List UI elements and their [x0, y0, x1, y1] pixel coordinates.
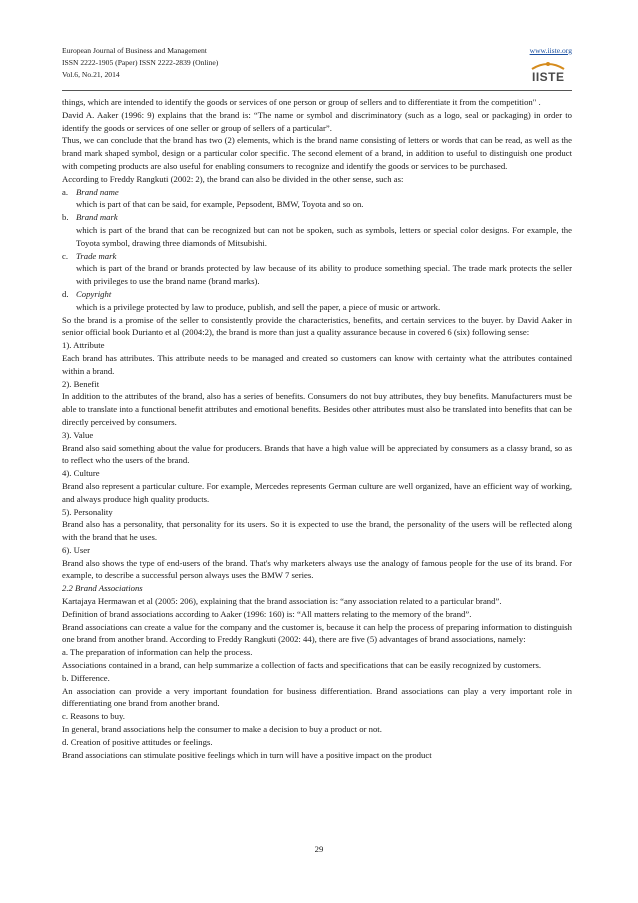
paragraph: Brand also represent a particular culture. For example, Mercedes represents German culture are well organized, have an efficient way of working, and always produce high quality products. — [62, 480, 572, 504]
list-item-heading — [62, 288, 572, 301]
paragraph: In addition to the attributes of the brand, also has a series of benefits. Consumers do not buy attributes, they buy benefits. Manufacturers must be able to translate into a functional benefit attributes and emotional benefits. Besides other attributes must also be translated into benefits that can be directly perceived by consumers. — [62, 391, 572, 427]
paragraph: In general, brand associations help the consumer to make a decision to buy a product or not. — [62, 724, 382, 735]
list-item-description: which is part of that can be said, for example, Pepsodent, BMW, Toyota and so on. — [76, 199, 364, 210]
list-item-title: Trade mark — [76, 250, 117, 261]
journal-name: European Journal of Business and Management — [62, 46, 207, 55]
paragraph: Brand associations can stimulate positive feelings which in turn will have a positive impact on the product — [62, 749, 432, 760]
paragraph: Brand associations can create a value for the company and the customer is, because it can help the process of preparing information to distinguish one brand from another brand. According to Freddy Rangkuti (2002: 44), there are five (5) advantages of brand associations, namely: — [62, 621, 572, 645]
iiste-logo — [526, 59, 570, 87]
list-item-title: Brand mark — [76, 212, 118, 223]
paragraph: Each brand has attributes. This attribute needs to be managed and created so customers can know with certainty what the attributes contained within a brand. — [62, 352, 572, 376]
paragraph: b. Difference. — [62, 672, 110, 683]
list-item-description: which is part of the brand or brands protected by law because of its ability to produce something special. The trade mark protects the seller with privileges to use the brand name (brand marks). — [76, 263, 572, 287]
paragraph: c. Reasons to buy. — [62, 711, 125, 722]
list-item-title: Copyright — [76, 288, 112, 299]
list-item-description: which is part of the brand that can be recognized but can not be spoken, such as symbols, letters or special color designs. For example, the Toyota symbol, drawing three diamonds of Mitsubishi. — [76, 224, 572, 248]
list-item-description: which is a privilege protected by law to produce, publish, and sell the paper, a piece of music or artwork. — [76, 301, 441, 312]
list-marker: b. — [62, 212, 69, 223]
page-number: 29 — [314, 844, 324, 854]
paragraph: Brand also said something about the value for producers. Brands that have a high value will be appreciated by consumers as a classy brand, so as to reflect who the users of the brand. — [62, 442, 572, 466]
list-item-heading — [62, 186, 572, 199]
list-marker: a. — [62, 186, 69, 197]
header-rule — [62, 90, 572, 91]
logo-text: IISTE — [532, 70, 565, 84]
paragraph: So the brand is a promise of the seller to consistently provide the characteristics, benefits, and certain services to the buyer. by David Aaker in senior official book Durianto et al (2004:2), the brand is more than just a quality assurance because in covered 6 (six) following sense: — [62, 314, 572, 338]
list-marker: d. — [62, 288, 69, 299]
paragraph: d. Creation of positive attitudes or feelings. — [62, 736, 213, 747]
paragraph: An association can provide a very important foundation for business differentiation. Brand associations can play a very important role in differentiating one brand from another brand. — [62, 685, 572, 709]
list-item-heading — [62, 211, 572, 224]
list-item-heading — [62, 250, 572, 263]
issn-line: ISSN 2222-1905 (Paper) ISSN 2222-2839 (Online) — [62, 58, 219, 67]
paragraph: a. The preparation of information can help the process. — [62, 647, 253, 658]
paragraph: things, which are intended to identify the goods or services of one person or group of sellers and to differentiate it from the competition" . — [62, 97, 541, 107]
paragraph: 2). Benefit — [62, 378, 100, 389]
paragraph: 1). Attribute — [62, 340, 105, 351]
paragraph: 6). User — [62, 544, 90, 555]
list-marker: c. — [62, 250, 69, 261]
paragraph: Definition of brand associations according to Aaker (1996: 160) is: “All matters relating to the memory of the brand”. — [62, 608, 472, 619]
list-item-title: Brand name — [76, 186, 119, 197]
paragraph: Thus, we can conclude that the brand has two (2) elements, which is the brand name consisting of letters or words that can be read, as well as the brand mark shaped symbol, design or a particular color specific. The second element of a brand, in addition to useful to distinguish one product with competing products are also useful for enabling consumers to recognize and identify the goods or services to be purchased. — [62, 135, 572, 171]
volume-line: Vol.6, No.21, 2014 — [62, 70, 120, 79]
journal-header — [62, 45, 572, 95]
journal-url-link[interactable]: www.iiste.org — [529, 46, 572, 55]
paragraph: According to Freddy Rangkuti (2002: 2), the brand can also be divided in the other sense, such as: — [62, 173, 404, 184]
paragraph: 5). Personality — [62, 506, 113, 517]
paragraph: Brand also shows the type of end-users of the brand. That's why marketers always use the analogy of famous people for the use of its brand. For example, to describe a successful person always uses the BMW 7 series. — [62, 557, 572, 581]
section-heading: 2.2 Brand Associations — [62, 583, 143, 594]
paragraph: David A. Aaker (1996: 9) explains that the brand is: “The name or symbol and discriminatory (such as a logo, seal or packaging) in order to identify the goods or services of one seller or group of sellers of a particular”. — [62, 109, 572, 133]
paragraph: 3). Value — [62, 429, 94, 440]
paragraph: 4). Culture — [62, 468, 100, 479]
article-body — [62, 96, 572, 841]
paragraph: Kartajaya Hermawan et al (2005: 206), explaining that the brand association is: “any association related to a particular brand”. — [62, 596, 502, 607]
paragraph: Brand also has a personality, that personality for its users. So it is expected to use the brand, the personality of the users will be reflected along with the brand that he uses. — [62, 519, 572, 543]
paragraph: Associations contained in a brand, can help summarize a collection of facts and specifications that can be easily recognized by customers. — [62, 660, 542, 671]
